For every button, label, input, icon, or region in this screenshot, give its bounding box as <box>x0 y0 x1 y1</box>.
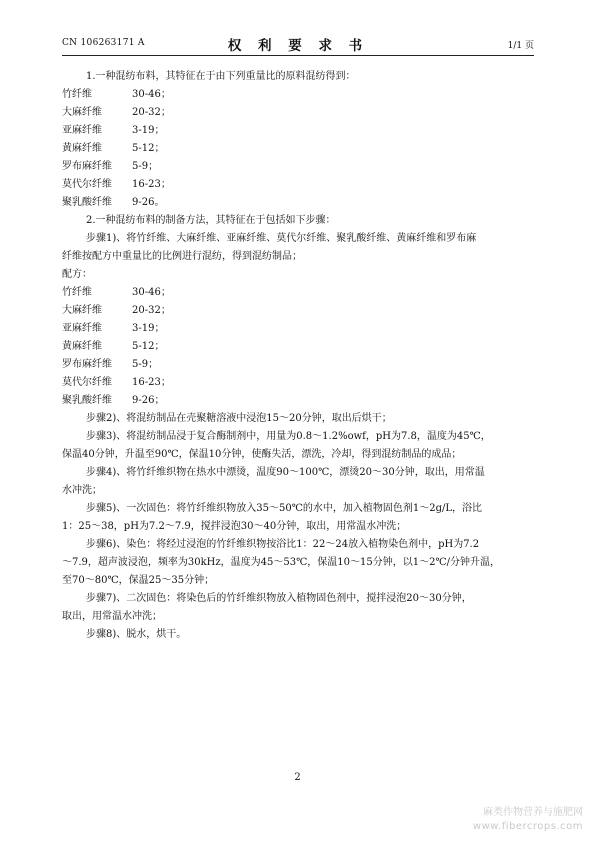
ingredient-ratio: 5-12； <box>132 341 165 352</box>
ingredient-row <box>62 86 534 104</box>
step-7-line: 步骤7)、二次固色：将染色后的竹纤维织物放入植物固色剂中，搅拌浸泡20～30分钟， <box>86 593 472 604</box>
step-2-line: 步骤2)、将混纺制品在壳聚糖溶液中浸泡15～20分钟，取出后烘干； <box>86 413 392 424</box>
claim-1-ingredient-list <box>62 86 534 212</box>
ingredient-row <box>62 140 534 158</box>
ingredient-row <box>62 320 534 338</box>
ingredient-ratio: 16-23； <box>132 179 171 190</box>
claim-1-intro: 1.一种混纺布料，其特征在于由下列重量比的原料混纺得到： <box>86 71 356 82</box>
ingredient-ratio: 3-19； <box>132 125 165 136</box>
ingredient-ratio: 5-9； <box>132 359 159 370</box>
ingredient-row <box>62 374 534 392</box>
step-7-line: 取出，用常温水冲洗； <box>62 611 162 622</box>
ingredient-name: 大麻纤维 <box>62 305 102 316</box>
step-6-line: 步骤6)、染色：将经过浸泡的竹纤维织物按浴比1：22～24放入植物染色剂中，pH为7.2 <box>86 539 480 550</box>
ingredient-name: 罗布麻纤维 <box>62 161 112 172</box>
ingredient-name: 竹纤维 <box>62 287 92 298</box>
ingredient-name: 亚麻纤维 <box>62 125 102 136</box>
ingredient-row <box>62 122 534 140</box>
watermark-url: www.fibercrops.com <box>472 821 583 832</box>
step-4-line: 水冲洗； <box>62 485 102 496</box>
ingredient-row <box>62 104 534 122</box>
ingredient-name: 罗布麻纤维 <box>62 359 112 370</box>
ingredient-name: 竹纤维 <box>62 89 92 100</box>
step-1-line-1: 步骤1)、将竹纤维、大麻纤维、亚麻纤维、莫代尔纤维、聚乳酸纤维、黄麻纤维和罗布麻 <box>86 233 477 244</box>
formula-label: 配方： <box>62 269 92 280</box>
ingredient-row <box>62 176 534 194</box>
step-8-line: 步骤8)、脱水，烘干。 <box>86 629 187 640</box>
ingredient-name: 聚乳酸纤维 <box>62 197 112 208</box>
page-header <box>62 34 534 52</box>
ingredient-row <box>62 356 534 374</box>
step-1-line-2: 纤维按配方中重量比的比例进行混纺，得到混纺制品； <box>62 251 302 262</box>
ingredient-row <box>62 392 534 410</box>
page-indicator: 1/1 页 <box>507 41 534 51</box>
ingredient-name: 莫代尔纤维 <box>62 377 112 388</box>
ingredient-ratio: 9-26； <box>132 395 165 406</box>
ingredient-ratio: 20-32； <box>132 305 171 316</box>
ingredient-name: 聚乳酸纤维 <box>62 395 112 406</box>
header-divider <box>62 55 534 56</box>
document-title: 权 利 要 求 书 <box>227 38 369 54</box>
step-3-line: 保温40分钟，升温至90℃，保温10分钟，使酶失活，漂洗，冷却，得到混纺制品的成品； <box>62 449 462 460</box>
ingredient-row <box>62 194 534 212</box>
ingredient-name: 黄麻纤维 <box>62 341 102 352</box>
process-steps <box>62 410 534 644</box>
site-watermark <box>473 806 583 834</box>
ingredient-row <box>62 338 534 356</box>
ingredient-ratio: 9-26。 <box>132 197 165 208</box>
step-3-line: 步骤3)、将混纺制品浸于复合酶制剂中，用量为0.8～1.2%owf，pH为7.8，温度为45℃， <box>86 431 491 442</box>
publication-number: CN 106263171 A <box>62 38 145 48</box>
ingredient-ratio: 5-12； <box>132 143 165 154</box>
ingredient-name: 莫代尔纤维 <box>62 179 112 190</box>
claims-body <box>62 68 534 644</box>
ingredient-ratio: 5-9； <box>132 161 159 172</box>
ingredient-name: 黄麻纤维 <box>62 143 102 154</box>
ingredient-row <box>62 158 534 176</box>
ingredient-ratio: 16-23； <box>132 377 171 388</box>
ingredient-ratio: 30-46； <box>132 89 171 100</box>
step-6-line: ～7.9，超声波浸泡，频率为30kHz，温度为45～53℃，保温10～15分钟，以1～2℃/分钟升温， <box>62 557 501 568</box>
step-5-line: 步骤5)、一次固色：将竹纤维织物放入35～50℃的水中，加入植物固色剂1～2g/L，浴比 <box>86 503 483 514</box>
ingredient-name: 亚麻纤维 <box>62 323 102 334</box>
ingredient-row <box>62 284 534 302</box>
ingredient-ratio: 3-19； <box>132 323 165 334</box>
step-6-line: 至70～80℃，保温25～35分钟； <box>62 575 215 586</box>
watermark-name: 麻类作物营养与施肥网 <box>483 807 583 818</box>
ingredient-ratio: 30-46； <box>132 287 171 298</box>
ingredient-row <box>62 302 534 320</box>
step-5-line: 1：25～38，pH为7.2～7.9，搅拌浸泡30～40分钟，取出，用常温水冲洗； <box>62 521 407 532</box>
step-4-line: 步骤4)、将竹纤维织物在热水中漂烫，温度90～100℃，漂烫20～30分钟，取出，用常温 <box>86 467 485 478</box>
ingredient-ratio: 20-32； <box>132 107 171 118</box>
ingredient-name: 大麻纤维 <box>62 107 102 118</box>
page-number: 2 <box>294 772 301 783</box>
claim-2-ingredient-list <box>62 284 534 410</box>
claim-2-intro: 2.一种混纺布料的制备方法，其特征在于包括如下步骤： <box>86 215 336 226</box>
